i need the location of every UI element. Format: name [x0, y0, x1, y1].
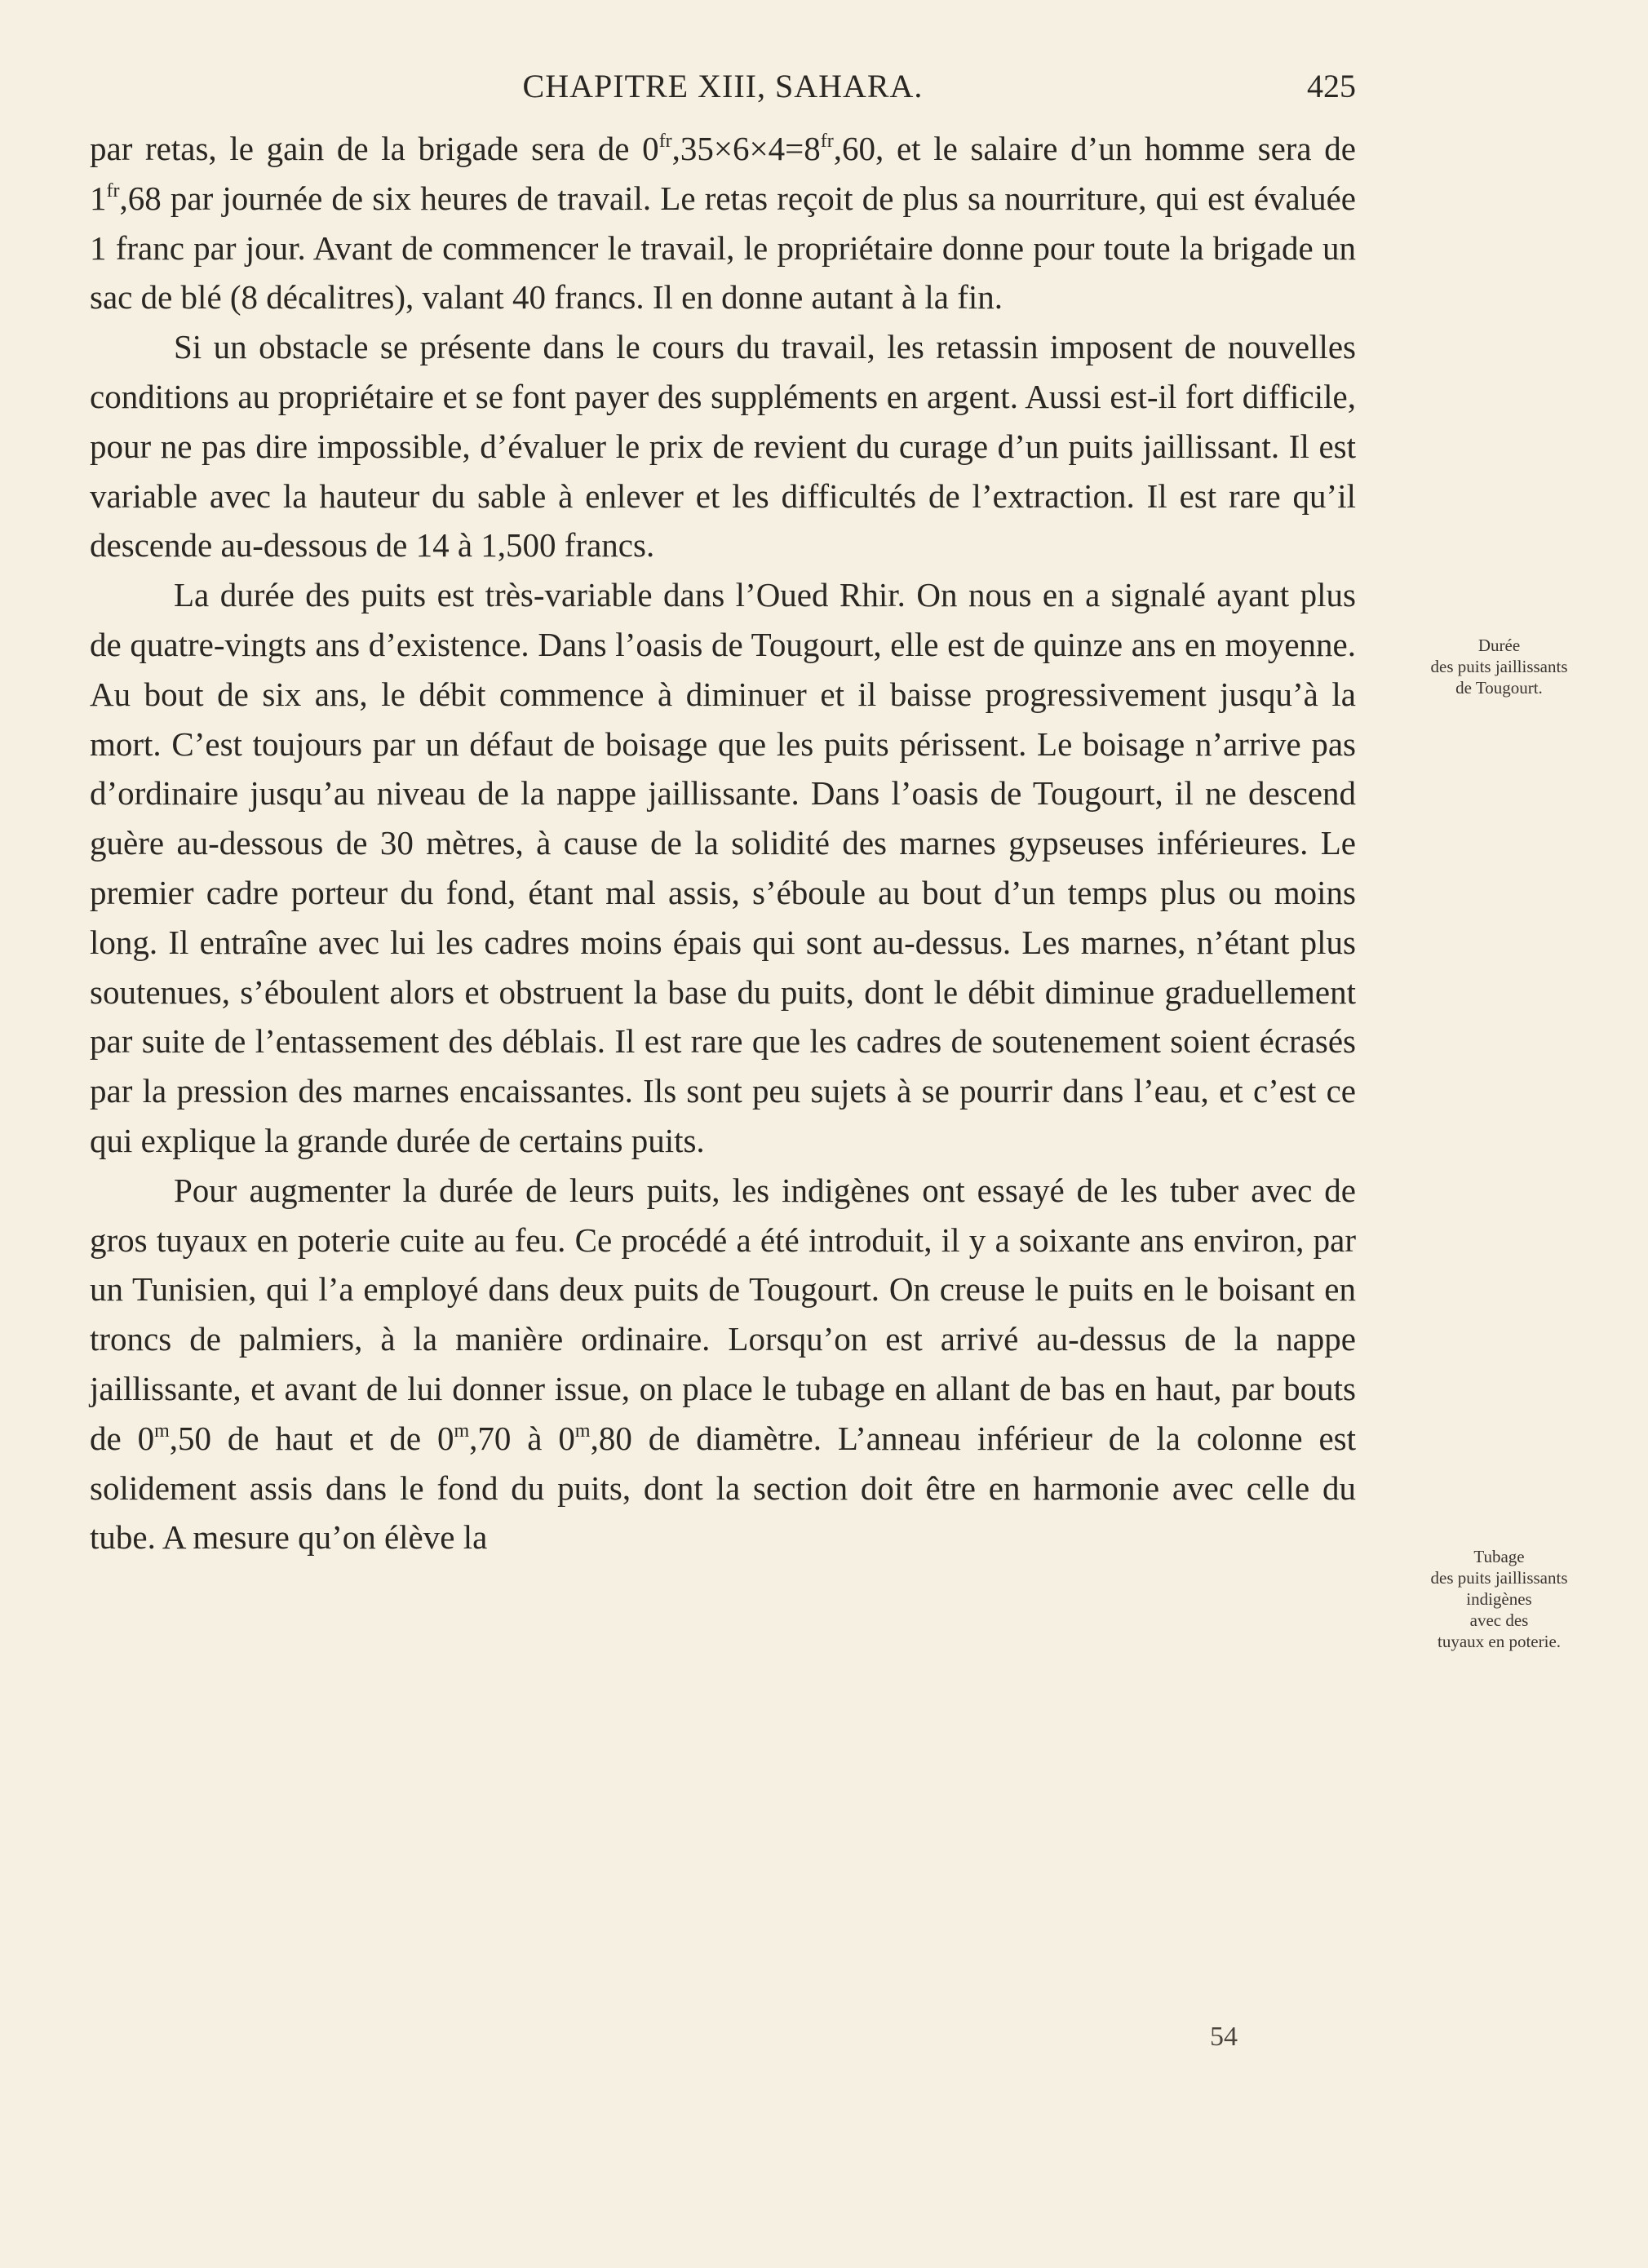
margin-note-line: indigènes — [1466, 1589, 1532, 1609]
text-run: ,50 de haut et de 0 — [169, 1419, 454, 1457]
paragraph — [90, 322, 1356, 570]
unit-superscript: fr — [658, 131, 672, 152]
body-text — [90, 124, 1356, 1562]
unit-superscript: fr — [820, 131, 834, 152]
running-header — [90, 67, 1356, 116]
signature-mark: 54 — [1210, 2022, 1238, 2052]
margin-note-line: de Tougourt. — [1455, 678, 1543, 698]
chapter-title: CHAPITRE XIII, SAHARA. — [522, 68, 924, 104]
margin-note-line: Durée — [1477, 636, 1521, 655]
margin-note-line: Tubage — [1473, 1547, 1525, 1566]
margin-note-tubage — [1391, 1546, 1607, 1652]
margin-note-line: des puits jaillissants — [1430, 1568, 1568, 1588]
paragraph — [90, 1166, 1356, 1562]
margin-note-line: avec des — [1469, 1610, 1529, 1630]
text-run: Pour augmenter la durée de leurs puits, les indigènes ont essayé de les tuber avec de gros tuyaux en poterie cuite au feu. Ce procédé a été introduit, il y a soixante ans environ, par un Tunisien, qui l’a employé dans deux puits de Tougourt. On creuse le puits en le boisant en troncs de palmiers, à la manière ordinaire. Lorsqu’on est arrivé au-dessus de la nappe jaillissante, et avant de lui donner issue, on place le tubage en allant de bas en haut, par bouts de 0 — [90, 1171, 1356, 1457]
unit-superscript: m — [454, 1420, 470, 1442]
margin-note-duree — [1391, 635, 1607, 698]
text-run: ,35×6×4=8 — [671, 130, 821, 167]
text-run: ,60, et le salaire d’un homme sera de 1 — [90, 130, 1357, 217]
paragraph — [90, 124, 1356, 322]
text-run: ,68 par journée de six heures de travail. Le retas reçoit de plus sa nourriture, qui est évaluée 1 franc par jour. Avant de commencer le travail, le propriétaire donne pour toute la brigade un sac de blé (8 décalitres), valant 40 francs. Il en donne autant à la fin. — [90, 179, 1356, 317]
text-run: La durée des puits est très-variable dans l’Oued Rhir. On nous en a signalé ayant plus de quatre-vingts ans d’existence. Dans l’oasis de Tougourt, elle est de quinze ans en moyenne. Au bout de six ans, le débit commence à diminuer et il baisse progressivement jusqu’à la mort. C’est toujours par un défaut de boisage que les puits périssent. Le boisage n’arrive pas d’ordinaire jusqu’au niveau de la nappe jaillissante. Dans l’oasis de Tougourt, il ne descend guère au-dessous de 30 mètres, à cause de la solidité des marnes gypseuses inférieures. Le premier cadre porteur du fond, étant mal assis, s’éboule au bout d’un temps plus ou moins long. Il entraîne avec lui les cadres moins épais qui sont au-dessus. Les marnes, n’étant plus soutenues, s’éboulent alors et obstruent la base du puits, dont le débit diminue graduellement par suite de l’entassement des déblais. Il est rare que les cadres de soutenement soient écrasés par la pression des marnes encaissantes. Ils sont peu sujets à se pourrir dans l’eau, et c’est ce qui explique la grande durée de certains puits. — [90, 576, 1356, 1159]
margin-note-line: des puits jaillissants — [1430, 657, 1568, 676]
margin-note-line: tuyaux en poterie. — [1437, 1632, 1562, 1651]
unit-superscript: fr — [106, 179, 120, 202]
paragraph — [90, 570, 1356, 1166]
page-number: 425 — [1307, 68, 1356, 104]
text-run: par retas, le gain de la brigade sera de 0 — [90, 130, 659, 167]
text-run: ,70 à 0 — [469, 1419, 575, 1457]
unit-superscript: m — [574, 1420, 591, 1442]
text-run: ,80 de diamètre. L’anneau inférieur de la colonne est solidement assis dans le fond du puits, dont la section doit être en harmonie avec celle du tube. A mesure qu’on élève la — [90, 1419, 1357, 1557]
unit-superscript: m — [154, 1420, 170, 1442]
text-run: Si un obstacle se présente dans le cours du travail, les retassin imposent de nouvelles conditions au propriétaire et se font payer des suppléments en argent. Aussi est-il fort difficile, pour ne pas dire impossible, d’évaluer le prix de revient du curage d’un puits jaillissant. Il est variable avec la hauteur du sable à enlever et les difficultés de l’extraction. Il est rare qu’il descende au-dessous de 14 à 1,500 francs. — [90, 328, 1356, 565]
